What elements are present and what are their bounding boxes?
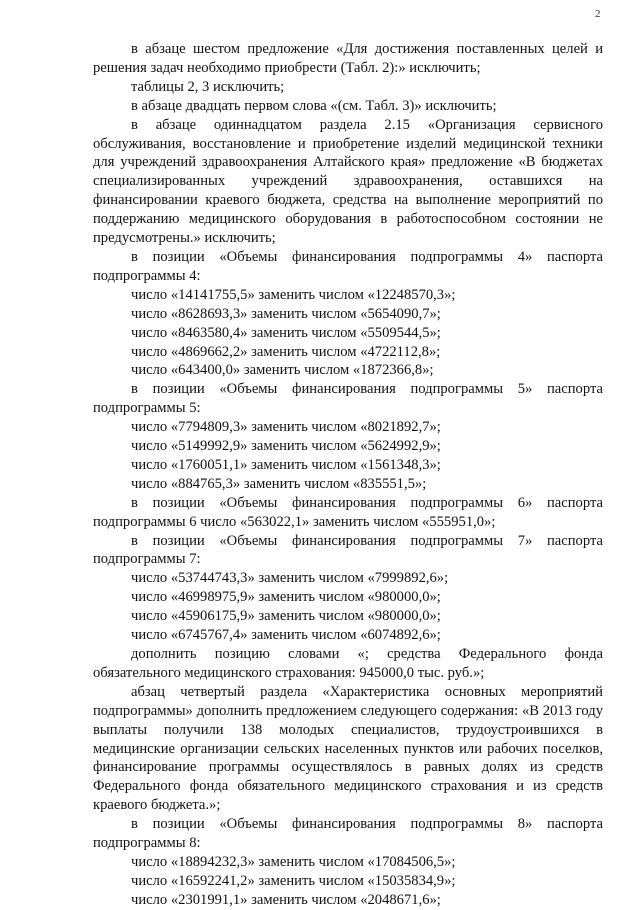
- replacement-line: число «53744743,3» заменить числом «7999892,6»;: [131, 570, 449, 587]
- replacement-line: число «4869662,2» заменить числом «4722112,8»;: [131, 343, 441, 360]
- paragraph: дополнить позицию словами «; средства Федерального фонда обязательного медицинского страхования: 945000,0 тыс. руб.»;: [93, 646, 603, 681]
- paragraph: в абзаце одиннадцатом раздела 2.15 «Организация сервисного обслуживания, восстановление и приобретение изделий медицинской техники для учреждений здравоохранения Алтайского края» предложение «В бюджетах специализированных учреждений здравоохранения, оставшихся на финансировании краевого бюджета, средства на выполнение мероприятий по поддержанию медицинского оборудования в работоспособном состоянии не предусмотрены.» исключить;: [93, 116, 603, 247]
- replacement-line: число «46998975,9» заменить числом «980000,0»;: [131, 589, 441, 606]
- replacement-line: число «6745767,4» заменить числом «6074892,6»;: [131, 627, 441, 644]
- paragraph: в абзаце двадцать первом слова «(см. Табл. 3)» исключить;: [131, 97, 497, 114]
- paragraph: в позиции «Объемы финансирования подпрограммы 8» паспорта подпрограммы 8:: [93, 816, 603, 852]
- page-number: 2: [595, 8, 601, 20]
- replacement-line: число «884765,3» заменить числом «835551,5»;: [131, 475, 427, 492]
- replacement-line: число «2301991,1» заменить числом «2048671,6»;: [131, 891, 441, 908]
- replacement-line: число «1760051,1» заменить числом «1561348,3»;: [131, 456, 441, 473]
- replacement-line: число «5149992,9» заменить числом «5624992,9»;: [131, 438, 441, 455]
- paragraph: таблицы 2, 3 исключить;: [131, 78, 285, 95]
- replacement-line: число «14141755,5» заменить числом «12248570,3»;: [131, 286, 456, 303]
- replacement-line: число «8463580,4» заменить числом «5509544,5»;: [131, 324, 441, 341]
- paragraph: абзац четвертый раздела «Характеристика основных мероприятий подпрограммы» дополнить предложением следующего содержания: «В 2013 году выплаты получили 138 молодых специалистов, трудоустроившихся в медицинские организации сельских населенных пунктов или рабочих поселков, финансирование программы осуществлялось в равных долях из средств Федерального фонда обязательного медицинского страхования и из средств краевого бюджета.»;: [93, 683, 603, 814]
- replacement-line: число «8628693,3» заменить числом «5654090,7»;: [131, 305, 441, 322]
- replacement-line: число «643400,0» заменить числом «1872366,8»;: [131, 362, 434, 379]
- paragraph: в позиции «Объемы финансирования подпрограммы 4» паспорта подпрограммы 4:: [93, 248, 603, 284]
- replacement-line: число «7794809,3» заменить числом «8021892,7»;: [131, 419, 441, 436]
- paragraph: в позиции «Объемы финансирования подпрограммы 5» паспорта подпрограммы 5:: [93, 381, 603, 417]
- paragraph: в абзаце шестом предложение «Для достижения поставленных целей и решения задач необходимо приобрести (Табл. 2):» исключить;: [93, 41, 603, 76]
- document-body: [93, 40, 603, 910]
- replacement-line: число «18894232,3» заменить числом «17084506,5»;: [131, 853, 456, 870]
- replacement-line: число «16592241,2» заменить числом «15035834,9»;: [131, 872, 456, 889]
- paragraph: в позиции «Объемы финансирования подпрограммы 6» паспорта подпрограммы 6 число «563022,1» заменить числом «555951,0»;: [93, 494, 603, 530]
- paragraph: в позиции «Объемы финансирования подпрограммы 7» паспорта подпрограммы 7:: [93, 532, 603, 568]
- replacement-line: число «45906175,9» заменить числом «980000,0»;: [131, 608, 441, 625]
